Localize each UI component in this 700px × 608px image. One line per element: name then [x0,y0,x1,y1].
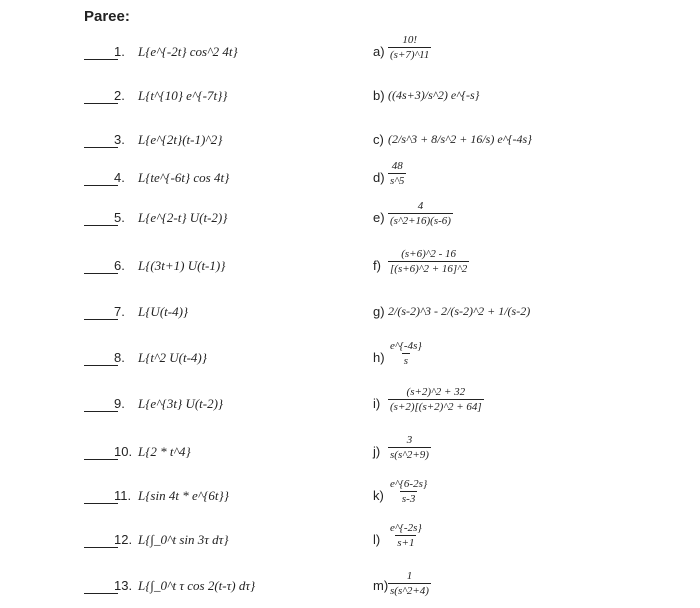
question-expression: L{U(t-4)} [138,304,189,319]
answer-letter: i) [373,396,381,411]
answer-blank[interactable] [84,503,118,504]
question-expression: L{∫_0^t sin 3τ dτ} [138,532,229,547]
answer-letter: c) [373,132,384,147]
answer-option [388,434,431,461]
answer-option [388,570,431,597]
question-expression: L{sin 4t * e^{6t}} [138,488,229,503]
answer-option [388,304,530,319]
answer-option [388,88,479,103]
question-number: 4. [114,170,125,185]
answer-letter: b) [373,88,385,103]
answer-option [388,340,424,367]
question-number: 8. [114,350,125,365]
question-expression: L{e^{2t}(t-1)^2} [138,132,223,147]
answer-tail: 2/(s-2)^3 - 2/(s-2)^2 + 1/(s-2) [388,304,531,318]
answer-numerator: 3 [406,434,413,446]
answer-denominator: (s+2)[(s+2)^2 + 64] [390,401,482,413]
answer-blank[interactable] [84,459,118,460]
answer-blank[interactable] [84,147,118,148]
answer-option [388,478,429,505]
answer-letter: h) [373,350,385,365]
question-number: 3. [114,132,125,147]
question-expression: L{e^{3t} U(t-2)} [138,396,224,411]
answer-numerator: 4 [417,200,424,212]
question-expression: L{e^{2-t} U(t-2)} [138,210,228,225]
answer-letter: d) [373,170,385,185]
question-expression: L{e^{-2t} cos^2 4t} [138,44,238,59]
question-number: 2. [114,88,125,103]
answer-blank[interactable] [84,273,118,274]
answer-letter: k) [373,488,384,503]
answer-numerator: e^{-4s} [390,340,422,352]
answer-option [388,386,484,413]
answer-denominator: [(s+6)^2 + 16]^2 [390,263,468,275]
answer-numerator: e^{6-2s} [390,478,428,490]
answer-option [388,248,469,275]
answer-letter: g) [373,304,385,319]
answer-tail: (2/s^3 + 8/s^2 + 16/s) e^{-4s} [388,132,532,146]
answer-letter: m) [373,578,389,593]
answer-letter: j) [373,444,381,459]
answer-tail: ((4s+3)/s^2) e^{-s} [388,88,480,102]
answer-numerator: (s+2)^2 + 32 [406,386,466,398]
answer-letter: e) [373,210,385,225]
question-expression: L{te^{-6t} cos 4t} [138,170,230,185]
question-number: 7. [114,304,125,319]
answer-option [388,522,424,549]
answer-denominator: s(s^2+9) [390,449,429,461]
answer-numerator: 1 [406,570,413,582]
answer-denominator: (s^2+16)(s-6) [390,215,451,227]
answer-blank[interactable] [84,225,118,226]
answer-blank[interactable] [84,547,118,548]
question-number: 6. [114,258,125,273]
question-expression: L{2 * t^4} [138,444,191,459]
answer-denominator: (s+7)^11 [390,49,430,61]
answer-option [388,132,532,147]
answer-denominator: s [403,355,409,367]
answer-option [388,200,453,227]
question-number: 12. [114,532,133,547]
question-expression: L{t^2 U(t-4)} [138,350,207,365]
question-number: 1. [114,44,125,59]
answer-denominator: s-3 [401,493,416,505]
question-expression: L{(3t+1) U(t-1)} [138,258,226,273]
answer-letter: a) [373,44,385,59]
answer-letter: f) [373,258,381,273]
answer-blank[interactable] [84,593,118,594]
answer-option [388,160,406,187]
answer-denominator: s+1 [397,537,415,549]
answer-numerator: 10! [402,34,418,46]
question-number: 13. [114,578,133,593]
answer-blank[interactable] [84,319,118,320]
answer-blank[interactable] [84,103,118,104]
answer-denominator: s^5 [390,175,405,187]
question-number: 5. [114,210,125,225]
answer-numerator: (s+6)^2 - 16 [401,248,457,260]
answer-numerator: e^{-2s} [390,522,422,534]
answer-blank[interactable] [84,59,118,60]
answer-blank[interactable] [84,185,118,186]
answer-numerator: 48 [391,160,403,172]
worksheet-heading: Paree: [84,8,130,25]
question-number: 11. [114,488,132,503]
question-expression: L{∫_0^t τ cos 2(t-τ) dτ} [138,578,256,593]
answer-option [388,34,431,61]
answer-denominator: s(s^2+4) [390,585,429,597]
question-number: 9. [114,396,125,411]
question-expression: L{t^{10} e^{-7t}} [138,88,228,103]
answer-blank[interactable] [84,365,118,366]
answer-blank[interactable] [84,411,118,412]
answer-letter: l) [373,532,381,547]
question-number: 10. [114,444,133,459]
